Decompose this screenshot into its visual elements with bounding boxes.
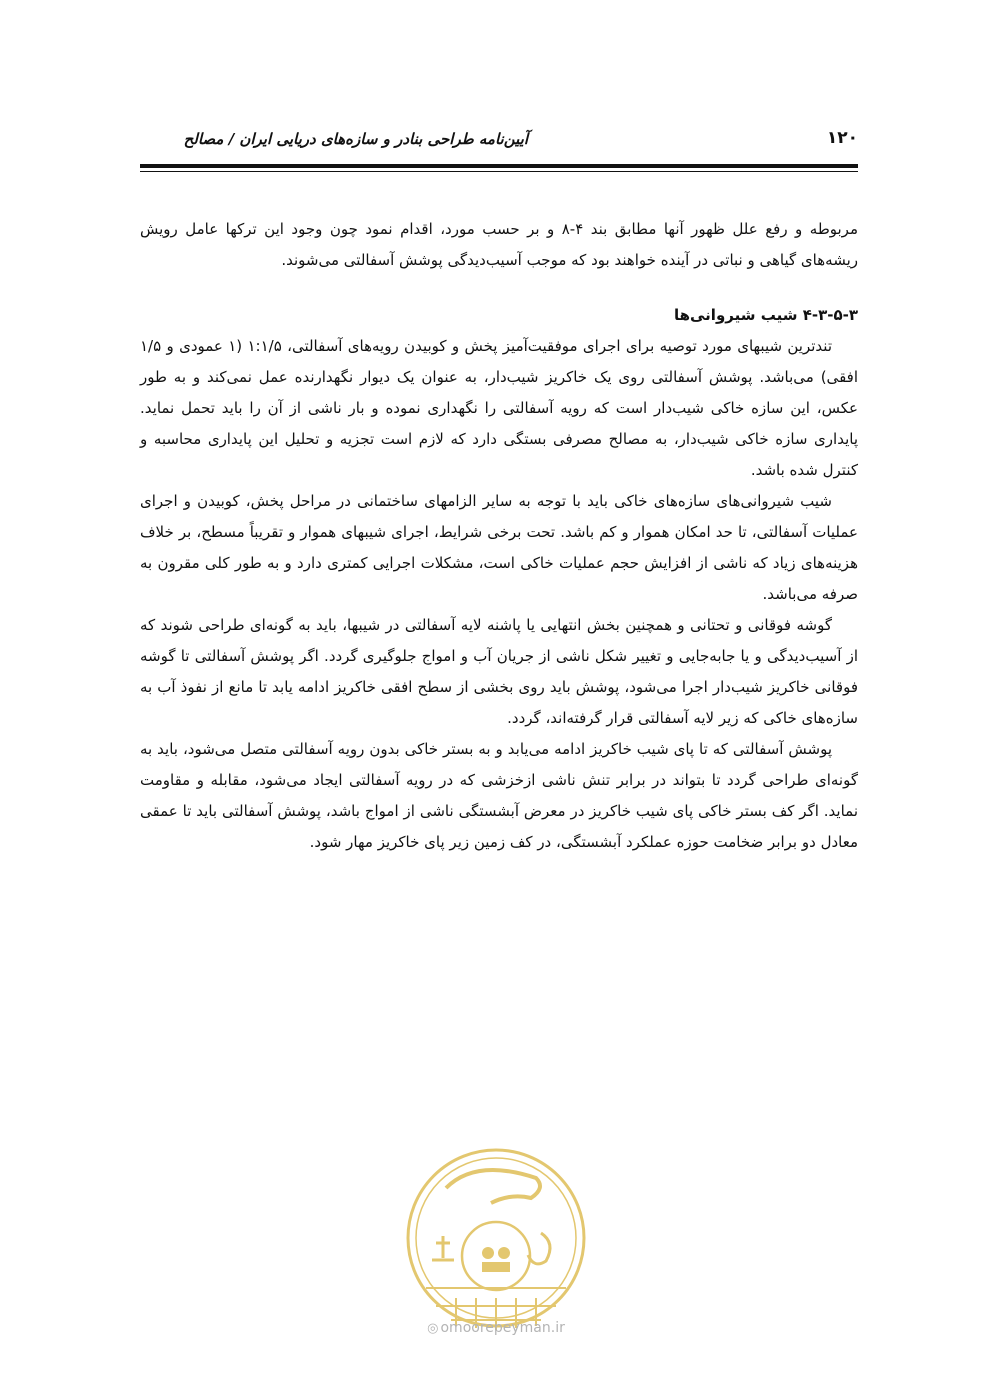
paragraph-corners: گوشه فوقانی و تحتانی و همچنین بخش انتهایی یا پاشنه لایه آسفالتی در شیبها، باید به گونه‌ای طراحی شوند که از آسیب‌دیدگی و یا جابه‌جایی و تغییر شکل ناشی از جریان آب و امواج جلوگیری گردد. اگر پوشش آسفالتی تا گوشه فوقانی خاکریز شیب‌دار اجرا می‌شود، پوشش باید روی بخشی از سطح افقی خاکریز ادامه یابد تا مانع از نفوذ آب به سازه‌های خاکی که زیر لایه آسفالتی قرار گرفته‌اند، گردد. (140, 616, 858, 727)
website-label: omoorepeyman.ir (440, 1320, 565, 1336)
page-number: ۱۲۰ (826, 128, 858, 148)
running-title: آیین‌نامه طراحی بنادر و سازه‌های دریایی ایران / مصالح (183, 130, 528, 148)
section-heading: ۴-۳-۵-۳ شیب شیروانی‌ها (673, 306, 858, 324)
body-text (140, 214, 858, 858)
paragraph-continuation: مربوطه و رفع علل ظهور آنها مطابق بند ۴-۸ و بر حسب مورد، اقدام نمود چون وجود این ترکها عامل رویش ریشه‌های گیاهی و نباتی در آینده خواهند بود که موجب آسیب‌دیدگی پوشش آسفالتی می‌شوند. (140, 220, 858, 269)
watermark-seal-logo (396, 1138, 596, 1338)
paragraph-slopes: تندترین شیبهای مورد توصیه برای اجرای موفقیت‌آمیز پخش و کوبیدن رویه‌های آسفالتی، ۱:۱/۵ (۱ عمودی و ۱/۵ افقی) می‌باشد. پوشش آسفالتی روی یک خاکریز شیب‌دار، به عنوان یک دیوار نگهدارنده عمل نمی‌کند و به طور عکس، این سازه خاکی شیب‌دار است که رویه آسفالتی را نگهداری نموده و بار ناشی از آن را باید تحمل نماید. پایداری سازه خاکی شیب‌دار، به مصالح مصرفی بستگی دارد که لازم است تجزیه و تحلیل این پایداری محاسبه و کنترل شده باشد. (140, 337, 858, 479)
watermark-website (396, 1320, 596, 1336)
paragraph-toe: پوشش آسفالتی که تا پای شیب خاکریز ادامه می‌یابد و به بستر خاکی بدون رویه آسفالتی متصل می‌شود، باید به گونه‌ای طراحی گردد تا بتواند در برابر تنش ناشی ازخزشی که در رویه آسفالتی ایجاد می‌شود، مقابله و مقاومت نماید. اگر کف بستر خاکی پای شیب خاکریز در معرض آبشستگی ناشی از امواج باشد، پوشش آسفالتی باید تا عمقی معادل دو برابر ضخامت حوزه عملکرد آبشستگی، در کف زمین زیر پای خاکریز مهار شود. (140, 740, 858, 851)
page-header (140, 118, 858, 158)
globe-icon: ◎ (427, 1321, 439, 1336)
paragraph-embankment: شیب شیروانی‌های سازه‌های خاکی باید با توجه به سایر الزامهای ساختمانی در مراحل پخش، کوبیدن و اجرای عملیات آسفالتی، تا حد امکان هموار و کم باشد. تحت برخی شرایط، اجرای شیبهای هموار و تقریباً مسطح، بر خلاف هزینه‌های زیاد که ناشی از افزایش حجم عملیات خاکی است، مشکلات اجرایی کمتری دارد و به طور کلی مقرون به صرفه می‌باشد. (140, 492, 858, 603)
header-rule-thin (140, 171, 858, 172)
header-rule-thick (140, 164, 858, 168)
